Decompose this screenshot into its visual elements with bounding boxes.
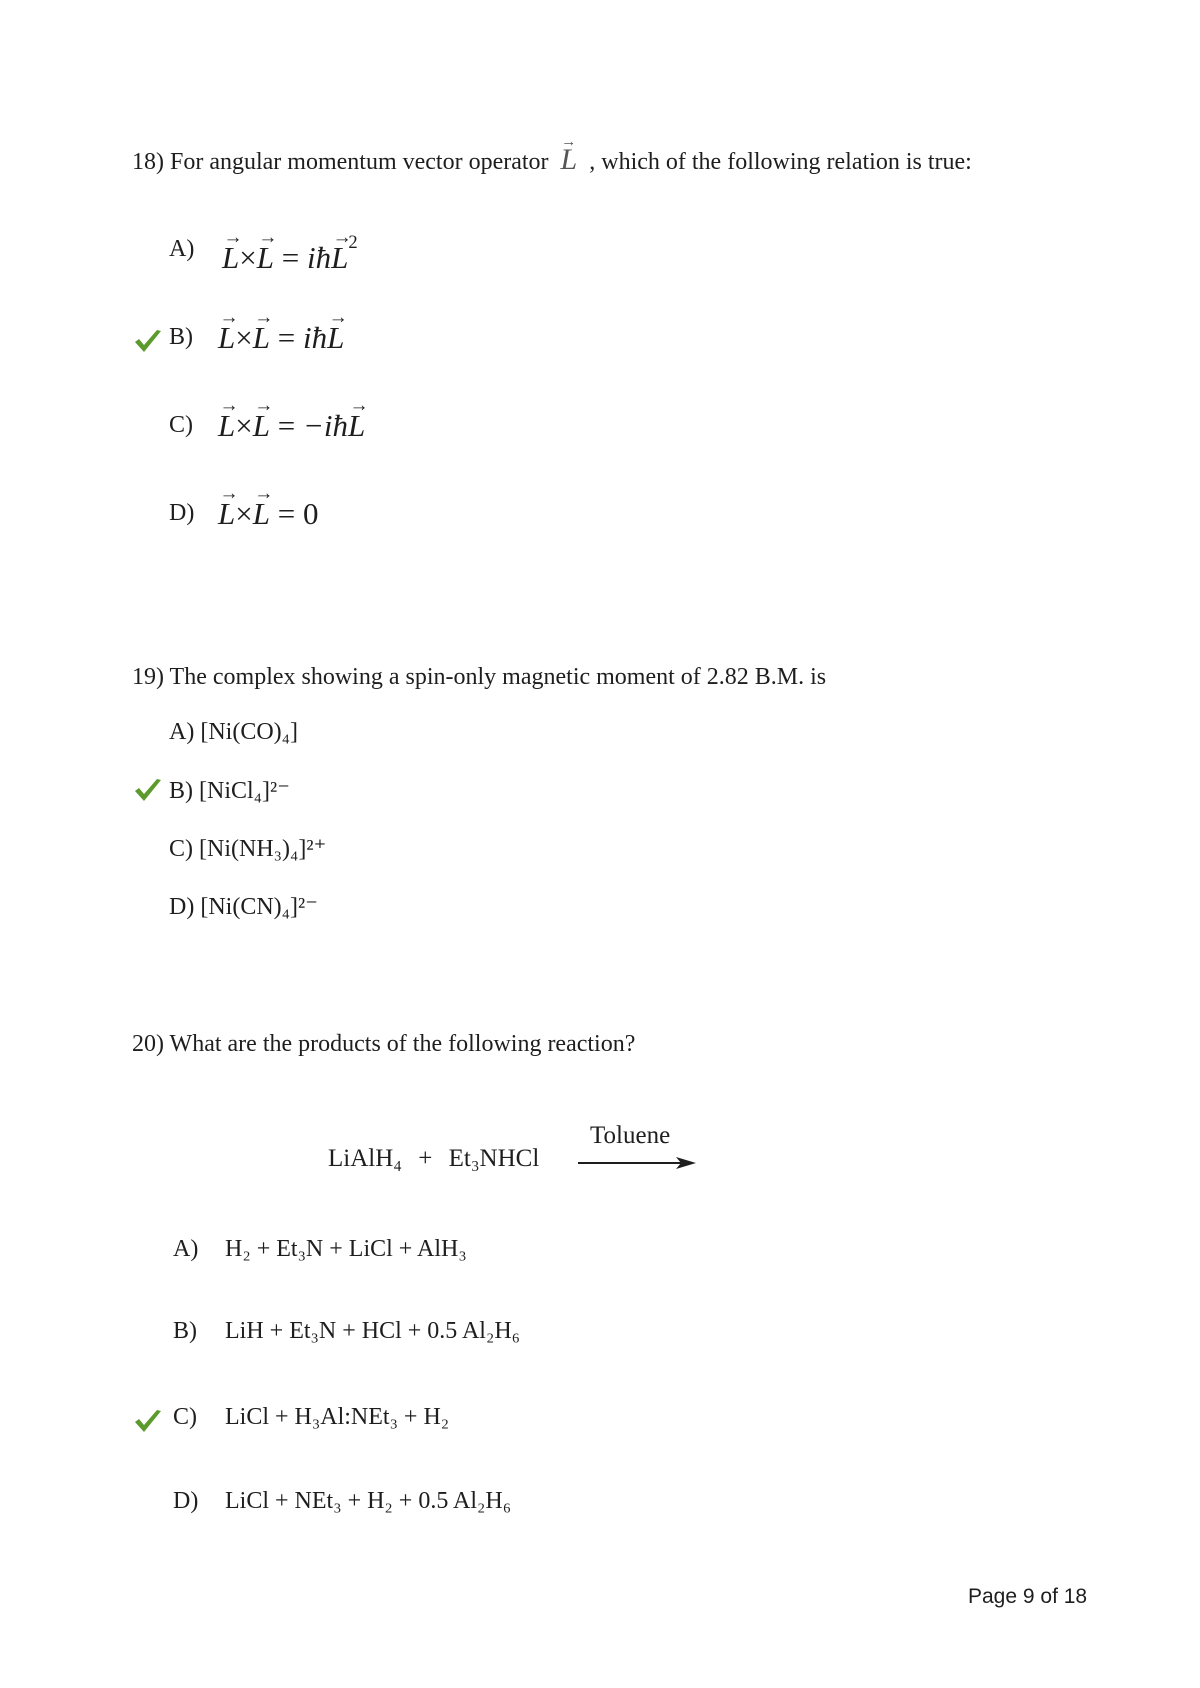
reactant-1: LiAlH₄ [328,1145,402,1172]
q18-option-a-equation: → L×→ L = iħ→ $L^2$ [222,240,358,276]
option-label: D) [173,1488,199,1514]
option-formula: LiCl + H₃Al:NEt₃ + H₂ [225,1404,450,1430]
option-formula: LiCl + NEt₃ + H₂ + 0.5 Al₂H₆ [225,1488,512,1514]
question-20: 20) What are the products of the following reaction? [132,1031,636,1057]
check-mark-icon [133,777,163,803]
q19-option-b [169,776,290,805]
option-formula: [Ni(NH₃)₄]²⁺ [199,836,327,862]
reaction-condition: Toluene [590,1122,671,1149]
question-19: 19) The complex showing a spin-only magnetic moment of 2.82 B.M. is [132,664,827,690]
q18-option-b-label: B) [169,324,193,350]
check-mark-icon [133,328,163,354]
q18-option-b-equation: → L×→ L = iħ→ L [218,320,344,356]
reaction-scheme [328,1145,539,1173]
option-label: D) [169,894,195,920]
q20-option-a [173,1236,467,1263]
q19-option-a [169,719,298,746]
option-formula: [NiCl₄]²⁻ [199,778,290,804]
option-label: C) [169,836,193,862]
q18-option-d-equation: → L×→ L = 0 [218,496,318,532]
question-18-suffix: , which of the following relation is true: [589,149,972,175]
q20-option-b [173,1318,520,1345]
page-number: Page 9 of 18 [968,1585,1088,1608]
reaction-arrow-icon [578,1155,698,1171]
q18-option-a-label: A) [169,236,195,262]
option-label: A) [169,719,195,745]
option-formula: H₂ + Et₃N + LiCl + AlH₃ [225,1236,467,1262]
q18-option-c-label: C) [169,412,193,438]
reactant-2: Et₃NHCl [448,1145,540,1172]
option-label: A) [173,1236,199,1262]
question-18 [132,143,972,177]
q18-option-d-label: D) [169,500,195,526]
option-formula: LiH + Et₃N + HCl + 0.5 Al₂H₆ [225,1318,521,1344]
q19-option-d [169,892,318,921]
check-mark-icon [133,1408,163,1434]
option-formula: [Ni(CN)₄]²⁻ [200,894,318,920]
option-label: B) [173,1318,197,1344]
q20-option-d [173,1488,511,1515]
q18-option-c-equation: → L×→ L = −iħ→ L [218,408,365,444]
vector-L-symbol: → L [561,143,578,177]
q20-option-c [173,1404,449,1431]
option-label: B) [169,778,193,804]
option-label: C) [173,1404,197,1430]
option-formula: [Ni(CO)₄] [200,719,299,745]
q19-option-c [169,834,326,863]
plus-sign: + [418,1145,433,1172]
question-18-prefix: 18) For angular momentum vector operator [132,149,549,175]
